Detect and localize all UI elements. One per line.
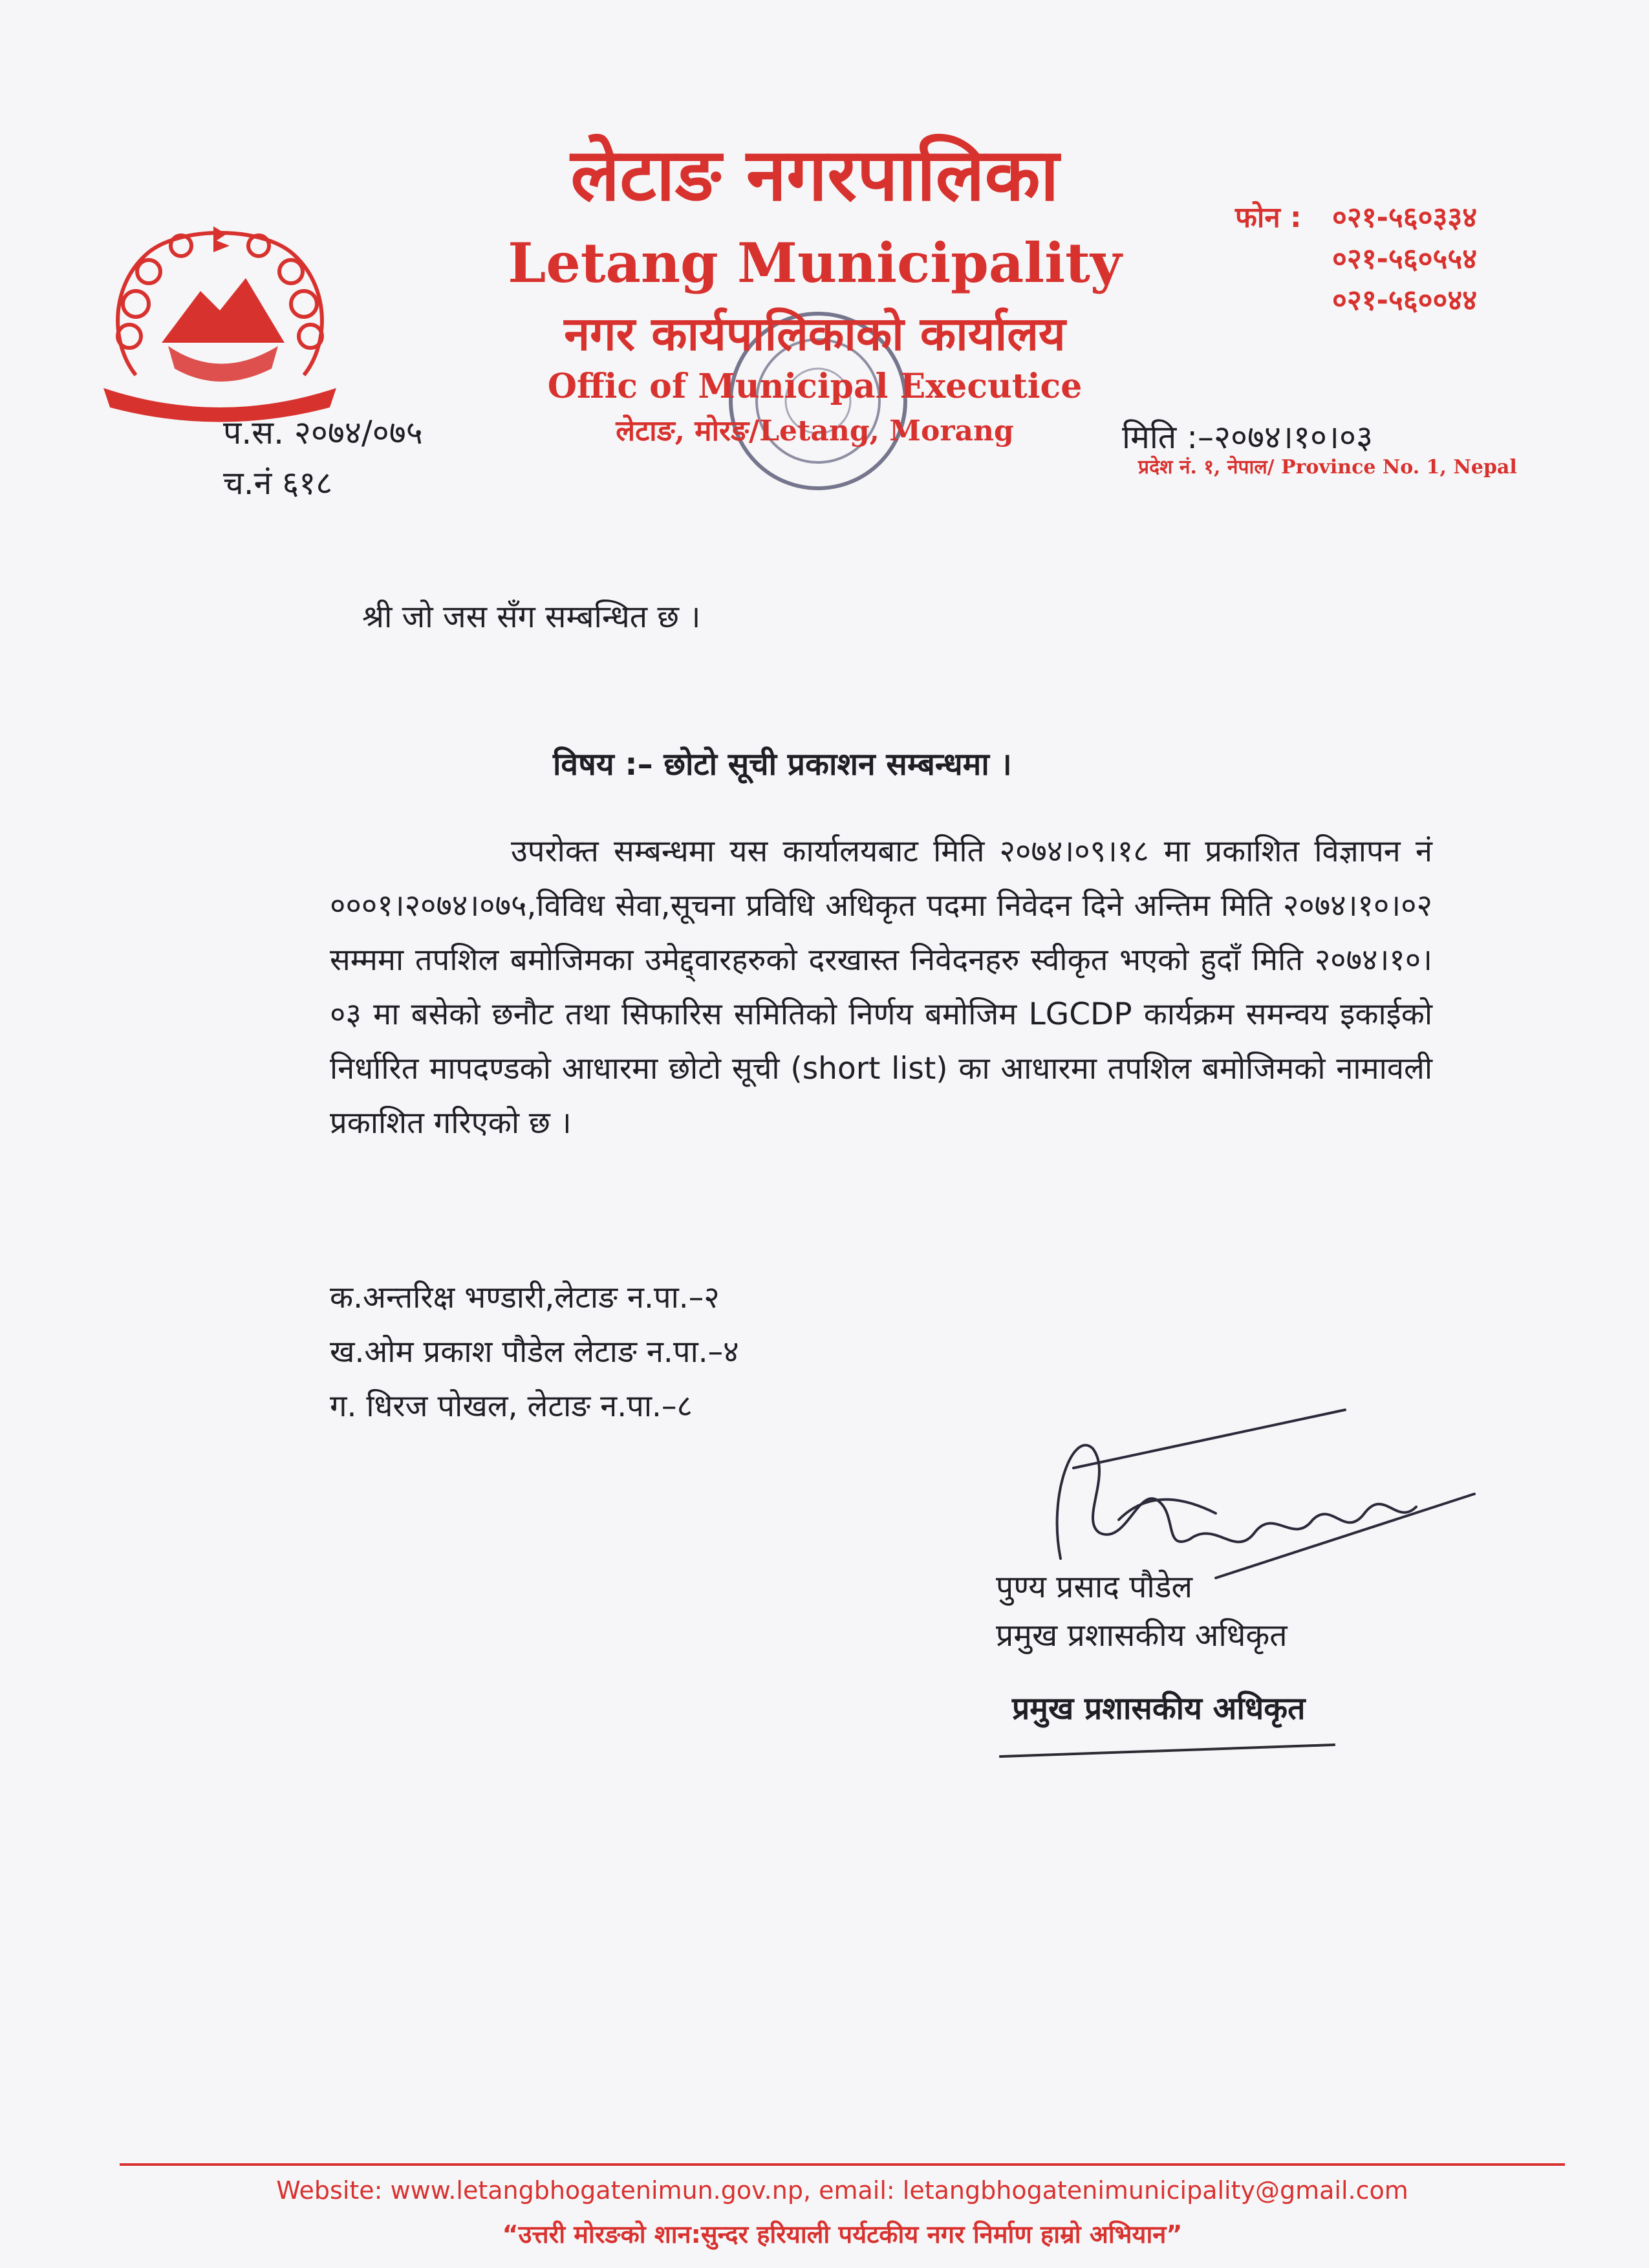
reference-block bbox=[223, 407, 423, 508]
municipality-title-english: Letang Municipality bbox=[508, 231, 1122, 295]
province-line: प्रदेश नं. १, नेपाल/ Province No. 1, Nepal bbox=[1138, 456, 1517, 479]
office-title-nepali: नगर कार्यपालिकाको कार्यालय bbox=[564, 307, 1066, 361]
salutation: श्री जो जस सँग सम्बन्धित छ । bbox=[362, 599, 701, 635]
municipality-title-nepali: लेटाङ नगरपालिका bbox=[570, 133, 1059, 217]
reference-cha-no: च.नं ६१८ bbox=[223, 464, 333, 502]
body-paragraph: उपरोक्त सम्बन्धमा यस कार्यालयबाट मिति २०७४।०९।१८ मा प्रकाशित विज्ञापन नं ०००१।२०७४।०७५,विविध सेवा,सूचना प्रविधि अधिकृत पदमा निवेदन दिने अन्तिम मिति २०७४।१०।०२ सम्ममा तपशिल बमोजिमका उमेद्द्वारहरुको दरखास्त निवेदनहरु स्वीकृत भएको हुदाँ मिति २०७४।१०।०३ मा बसेको छनौट तथा सिफारिस समितिको निर्णय बमोजिम LGCDP कार्यक्रम समन्वय इकाईको निर्धारित मापदण्डको आधारमा छोटो सूची (short list) का आधारमा तपशिल बमोजिमको नामावली प्रकाशित गरिएको छ । bbox=[330, 834, 1432, 1141]
list-item: ख.ओम प्रकाश पौडेल लेटाङ न.पा.–४ bbox=[330, 1334, 739, 1370]
office-title-english: Offic of Municipal Executice bbox=[547, 367, 1083, 406]
phone-number: ०२१-५६०३३४ bbox=[1332, 201, 1478, 234]
subject-line: विषय :– छोटो सूची प्रकाशन सम्बन्धमा । bbox=[553, 746, 1012, 783]
signer-title: प्रमुख प्रशासकीय अधिकृत bbox=[996, 1617, 1288, 1654]
phone-number: ०२१-५६००४४ bbox=[1332, 284, 1478, 317]
office-address: लेटाङ, मोरङ/Letang, Morang bbox=[616, 415, 1014, 448]
list-item: ग. धिरज पोखल, लेटाङ न.पा.–८ bbox=[330, 1388, 693, 1424]
list-item: क.अन्तरिक्ष भण्डारी,लेटाङ न.पा.–२ bbox=[330, 1280, 720, 1315]
phone-label: फोन : bbox=[1235, 201, 1302, 234]
phone-number: ०२१-५६०५५४ bbox=[1332, 243, 1478, 275]
footer-website: Website: www.letangbhogatenimun.gov.np, email: letangbhogatenimunicipality@gmail.com bbox=[276, 2176, 1408, 2205]
candidate-list bbox=[330, 1271, 739, 1434]
footer-divider bbox=[120, 2163, 1565, 2166]
reference-ps: प.स. २०७४/०७५ bbox=[223, 414, 423, 451]
phone-block bbox=[1235, 197, 1477, 321]
signer-name: पुण्य प्रसाद पौडेल bbox=[996, 1569, 1193, 1605]
footer-slogan: “उत्तरी मोरङको शान:सुन्दर हरियाली पर्यटकीय नगर निर्माण हाम्रो अभियान” bbox=[502, 2220, 1183, 2249]
designation-stamp: प्रमुख प्रशासकीय अधिकृत bbox=[1012, 1690, 1306, 1727]
nepal-emblem-icon bbox=[97, 213, 343, 433]
stamp-underline bbox=[999, 1744, 1335, 1758]
letter-date: मिति :–२०७४।१०।०३ bbox=[1122, 418, 1373, 456]
